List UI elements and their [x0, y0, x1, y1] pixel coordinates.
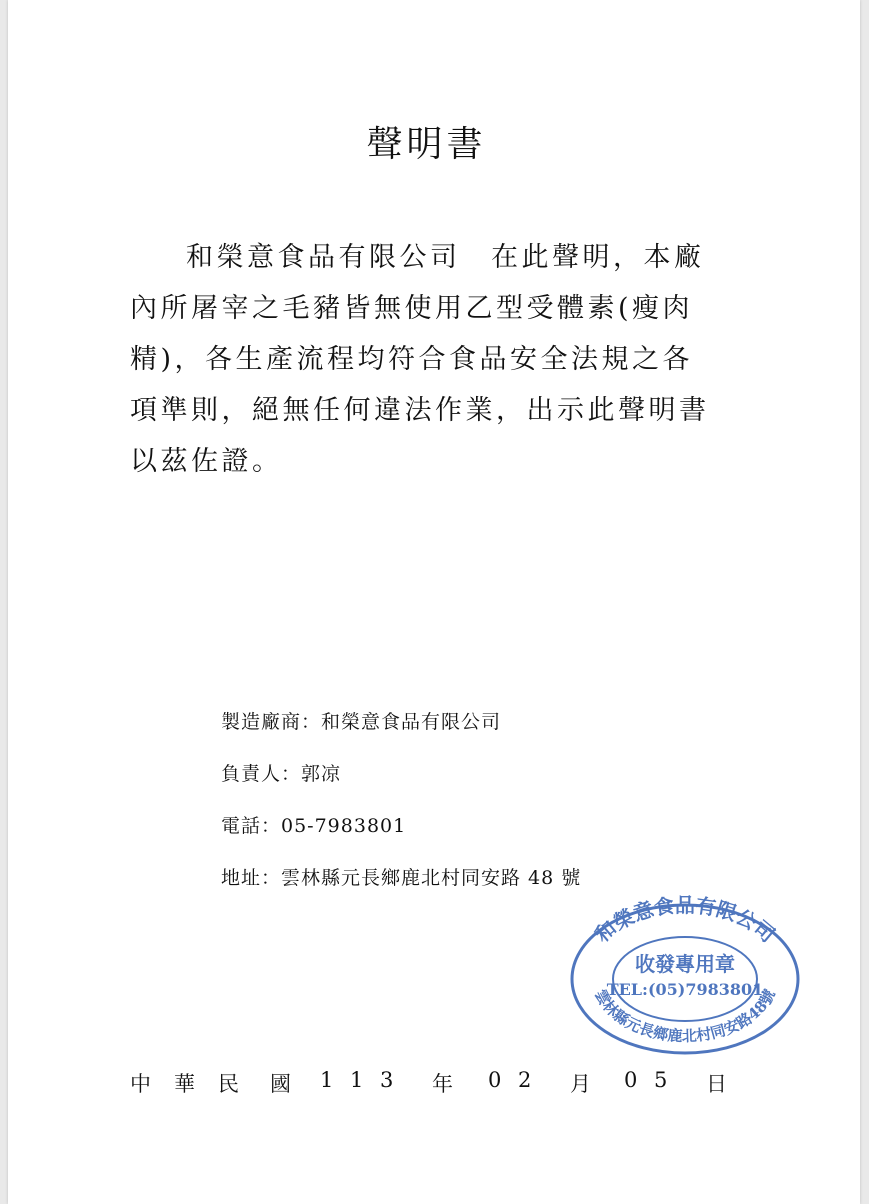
date-char: 5: [654, 1068, 668, 1092]
stamp-address: 雲林縣元長鄉鹿北村同安路48號: [591, 986, 779, 1046]
stamp-inner-ring: [613, 937, 757, 1021]
date-char: 民: [218, 1072, 239, 1096]
responsible-person-line: 負責人：郭凉: [221, 763, 342, 785]
date-char: 1: [320, 1068, 334, 1092]
date-char: 中: [130, 1072, 151, 1096]
body-line-4: 項準則，絕無任何違法作業，出示此聲明書: [130, 395, 710, 426]
date-char: 0: [488, 1068, 502, 1092]
declaration-body: [130, 232, 730, 487]
date-char: 年: [432, 1072, 453, 1096]
date-char: 1: [350, 1068, 364, 1092]
company-seal-stamp: [565, 887, 805, 1057]
body-line-3: 精)，各生產流程均符合食品安全法規之各: [130, 344, 694, 375]
date-char: 華: [174, 1072, 195, 1096]
body-line-1: 和榮意食品有限公司 在此聲明，本廠: [186, 242, 705, 273]
page-title: 聲明書: [366, 124, 487, 165]
company-info: [221, 704, 581, 912]
date-char: 0: [624, 1068, 638, 1092]
stamp-company-name: 和榮意食品有限公司: [590, 893, 780, 947]
stamp-inner-label: 收發專用章: [635, 952, 735, 976]
stamp-tel: TEL:(05)7983801: [606, 980, 764, 999]
manufacturer-line: 製造廠商：和榮意食品有限公司: [221, 711, 502, 733]
date-char: 3: [380, 1068, 394, 1092]
date-char: 日: [706, 1072, 727, 1096]
phone-line: 電話：05-7983801: [221, 815, 407, 837]
date-char: 月: [570, 1072, 591, 1096]
date-char: 2: [518, 1068, 532, 1092]
body-line-5: 以茲佐證。: [130, 446, 283, 477]
address-line: 地址：雲林縣元長鄉鹿北村同安路 48 號: [221, 867, 582, 889]
body-line-2: 內所屠宰之毛豬皆無使用乙型受體素(瘦肉: [130, 293, 694, 324]
date-char: 國: [270, 1072, 291, 1096]
